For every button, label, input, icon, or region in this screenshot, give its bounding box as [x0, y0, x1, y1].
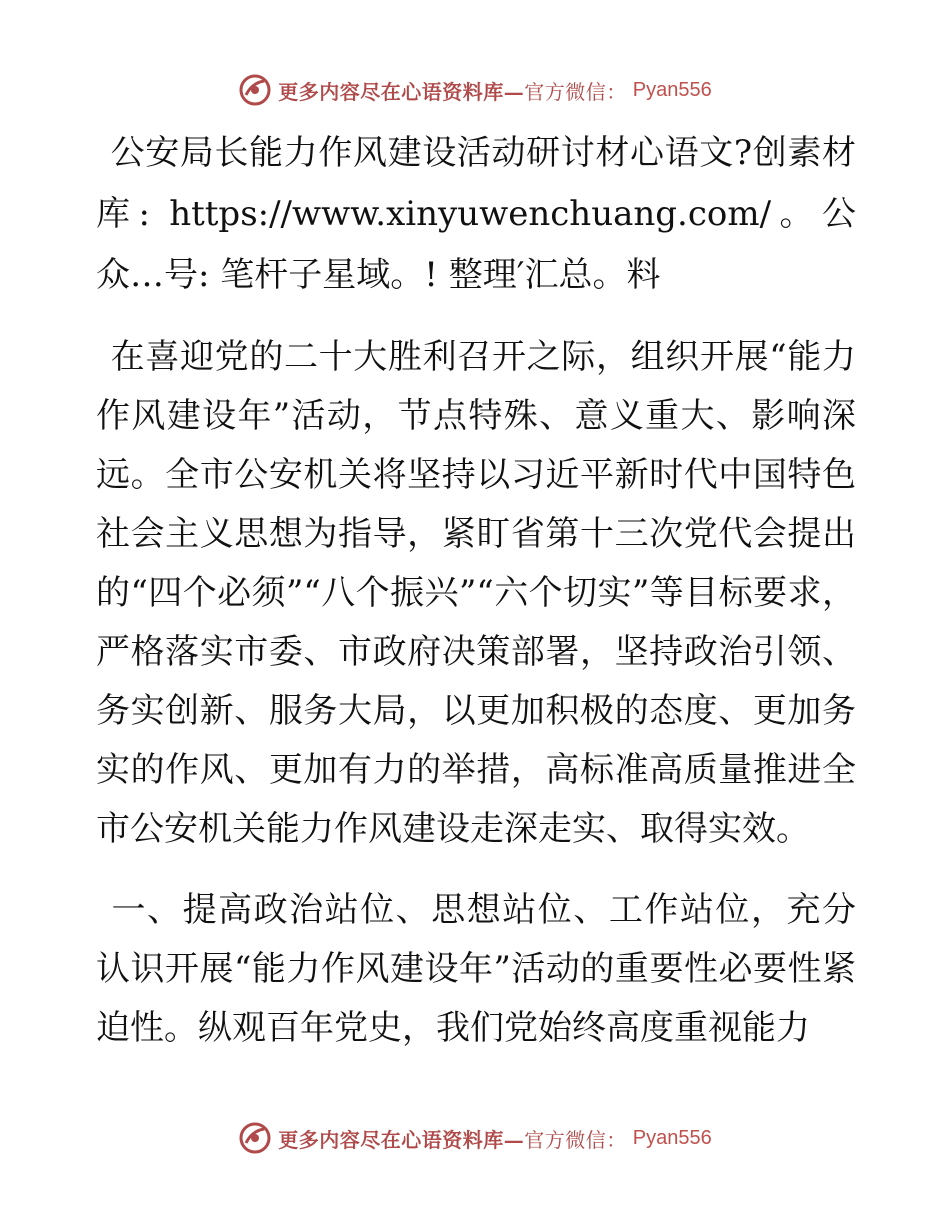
wechat-id: Pyan556	[632, 78, 712, 101]
wechat-id: Pyan556	[632, 1126, 712, 1149]
document-title-line: 公安局长能力作风建设活动研讨材心语文?创素材库: https://www.xinyuwenchuang.com/。公众…号: 笔杆子星域。! 整理′汇总。料	[96, 133, 856, 295]
paragraph-1: 在喜迎党的二十大胜利召开之际，组织开展“能力作风建设年”活动，节点特殊、意义重大、影响深远。全市公安机关将坚持以习近平新时代中国特色社会主义思想为指导，紧盯省第十三次党代会提出的“四个必须”“八个振兴”“六个切实”等目标要求，严格落实市委、市政府决策部署，坚持政治引领、务实创新、服务大局，以更加积极的态度、更加务实的作风、更加有力的举措，高标准高质量推进全市公安机关能力作风建设走深走实、取得实效。	[96, 337, 856, 849]
brand-logo-icon	[238, 73, 272, 107]
paragraph-2: 一、提高政治站位、思想站位、工作站位，充分认识开展“能力作风建设年”活动的重要性必要性紧迫性。纵观百年党史，我们党始终高度重视能力	[96, 890, 856, 1048]
brand-logo-icon	[238, 1121, 272, 1155]
watermark-banner-bottom	[0, 1118, 950, 1158]
watermark-text: 更多内容尽在心语资料库—官方微信：	[278, 1127, 627, 1152]
document-body	[96, 123, 856, 1058]
watermark-banner-top	[0, 70, 950, 110]
watermark-text: 更多内容尽在心语资料库—官方微信：	[278, 79, 627, 104]
